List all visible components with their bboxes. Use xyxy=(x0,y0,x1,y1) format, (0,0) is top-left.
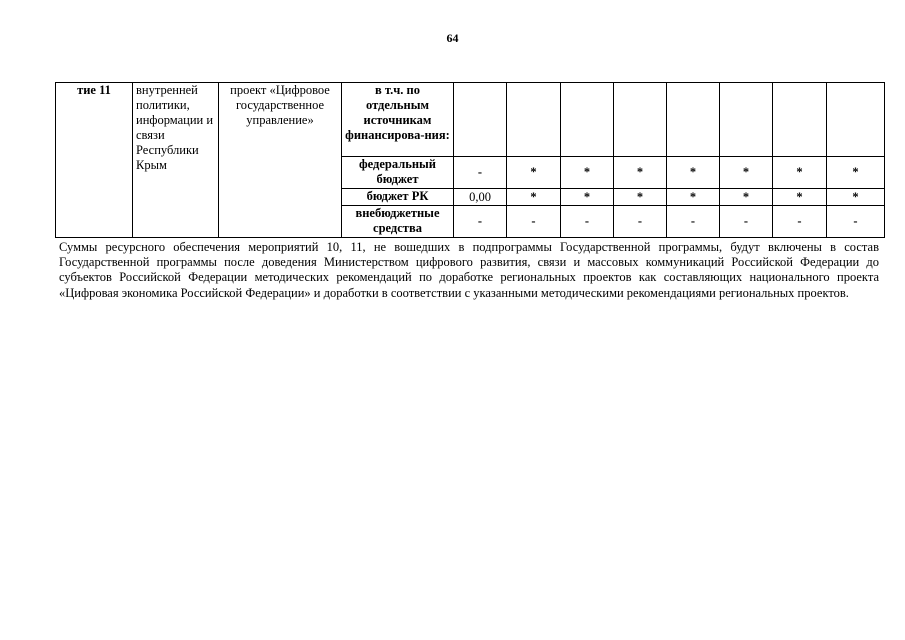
value-cell: * xyxy=(507,157,561,189)
empty-cell xyxy=(561,83,614,157)
empty-cell xyxy=(773,83,827,157)
value-cell: * xyxy=(614,157,667,189)
empty-cell xyxy=(507,83,561,157)
value-cell: * xyxy=(720,189,773,206)
empty-cell xyxy=(614,83,667,157)
value-cell: * xyxy=(827,157,885,189)
empty-cell xyxy=(720,83,773,157)
value-cell: * xyxy=(614,189,667,206)
value-cell: - xyxy=(507,206,561,238)
value-cell: * xyxy=(827,189,885,206)
financing-table xyxy=(55,82,885,238)
source-label: бюджет РК xyxy=(342,189,454,206)
value-cell: * xyxy=(507,189,561,206)
value-cell: - xyxy=(720,206,773,238)
value-cell: - xyxy=(773,206,827,238)
value-cell: - xyxy=(667,206,720,238)
value-cell: * xyxy=(667,157,720,189)
article-cell: тие 11 xyxy=(56,83,133,238)
empty-cell xyxy=(454,83,507,157)
value-cell: * xyxy=(561,157,614,189)
value-cell: - xyxy=(454,206,507,238)
value-cell: - xyxy=(561,206,614,238)
value-cell: * xyxy=(773,157,827,189)
value-cell: - xyxy=(827,206,885,238)
value-cell: * xyxy=(561,189,614,206)
page-number: 64 xyxy=(446,31,459,45)
empty-cell xyxy=(667,83,720,157)
footnote-paragraph: Суммы ресурсного обеспечения мероприятий 10, 11, не вошедших в подпрограммы Государственной программы, будут включены в состав Государственной программы после доведения Министерством цифрового развития, связи и массовых коммуникаций Российской Федерации до субъектов Российской Федерации методических рекомендаций по доработке региональных проектов как составляющих национального проекта «Цифровая экономика Российской Федерации» и доработки в соответствии с указанными методическими рекомендациями региональных проектов. xyxy=(59,240,879,300)
source-label: федеральный бюджет xyxy=(342,157,454,189)
responsible-area-cell: внутренней политики, информации и связи Республики Крым xyxy=(133,83,219,238)
source-header-cell: в т.ч. по отдельным источникам финансирова-ния: xyxy=(342,83,454,157)
project-cell: проект «Цифровое государственное управление» xyxy=(219,83,342,238)
value-cell: - xyxy=(614,206,667,238)
value-cell: - xyxy=(454,157,507,189)
empty-cell xyxy=(827,83,885,157)
value-cell: * xyxy=(667,189,720,206)
value-cell: 0,00 xyxy=(454,189,507,206)
source-label: внебюджетные средства xyxy=(342,206,454,238)
value-cell: * xyxy=(773,189,827,206)
value-cell: * xyxy=(720,157,773,189)
